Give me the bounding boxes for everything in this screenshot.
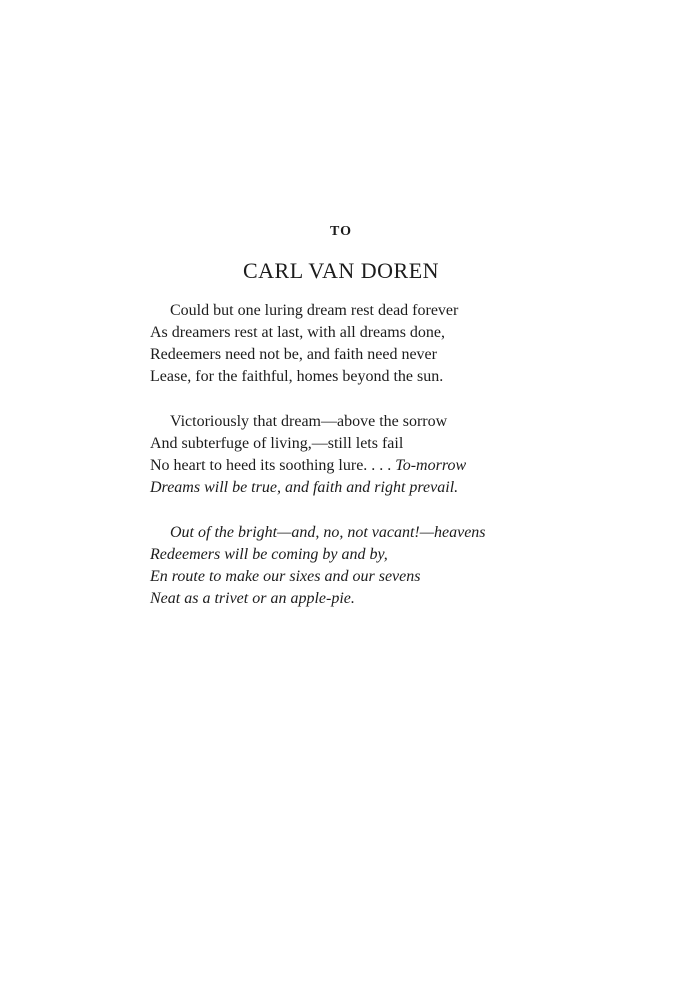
- dedicatee-name: CARL VAN DOREN: [242, 258, 440, 283]
- poem-line: Dreams will be true, and faith and right prevail.: [150, 479, 459, 496]
- poem-line: Redeemers will be coming by and by,: [150, 546, 388, 563]
- poem-line: Lease, for the faithful, homes beyond the sun.: [150, 368, 444, 385]
- poem-line: Could but one luring dream rest dead forever: [170, 302, 459, 319]
- poem-stanza-1: [150, 300, 550, 388]
- poem-line-mixed: [150, 455, 550, 477]
- poem-line-roman-part: No heart to heed its soothing lure. . . .: [150, 457, 392, 474]
- poem-line: As dreamers rest at last, with all dreams done,: [150, 324, 446, 341]
- poem-line-italic-part: To-morrow: [395, 457, 467, 474]
- poem-line: Redeemers need not be, and faith need never: [150, 346, 437, 363]
- poem-line: Victoriously that dream—above the sorrow: [170, 413, 448, 430]
- poem-line: And subterfuge of living,—still lets fail: [150, 435, 404, 452]
- poem-line: En route to make our sixes and our sevens: [150, 568, 421, 585]
- poem-line: Out of the bright—and, no, not vacant!—heavens: [170, 524, 486, 541]
- poem-stanza-3: [150, 522, 550, 610]
- poem-line: Neat as a trivet or an apple-pie.: [150, 590, 355, 607]
- dedication-label: TO: [330, 224, 352, 239]
- poem-stanza-2: [150, 411, 550, 499]
